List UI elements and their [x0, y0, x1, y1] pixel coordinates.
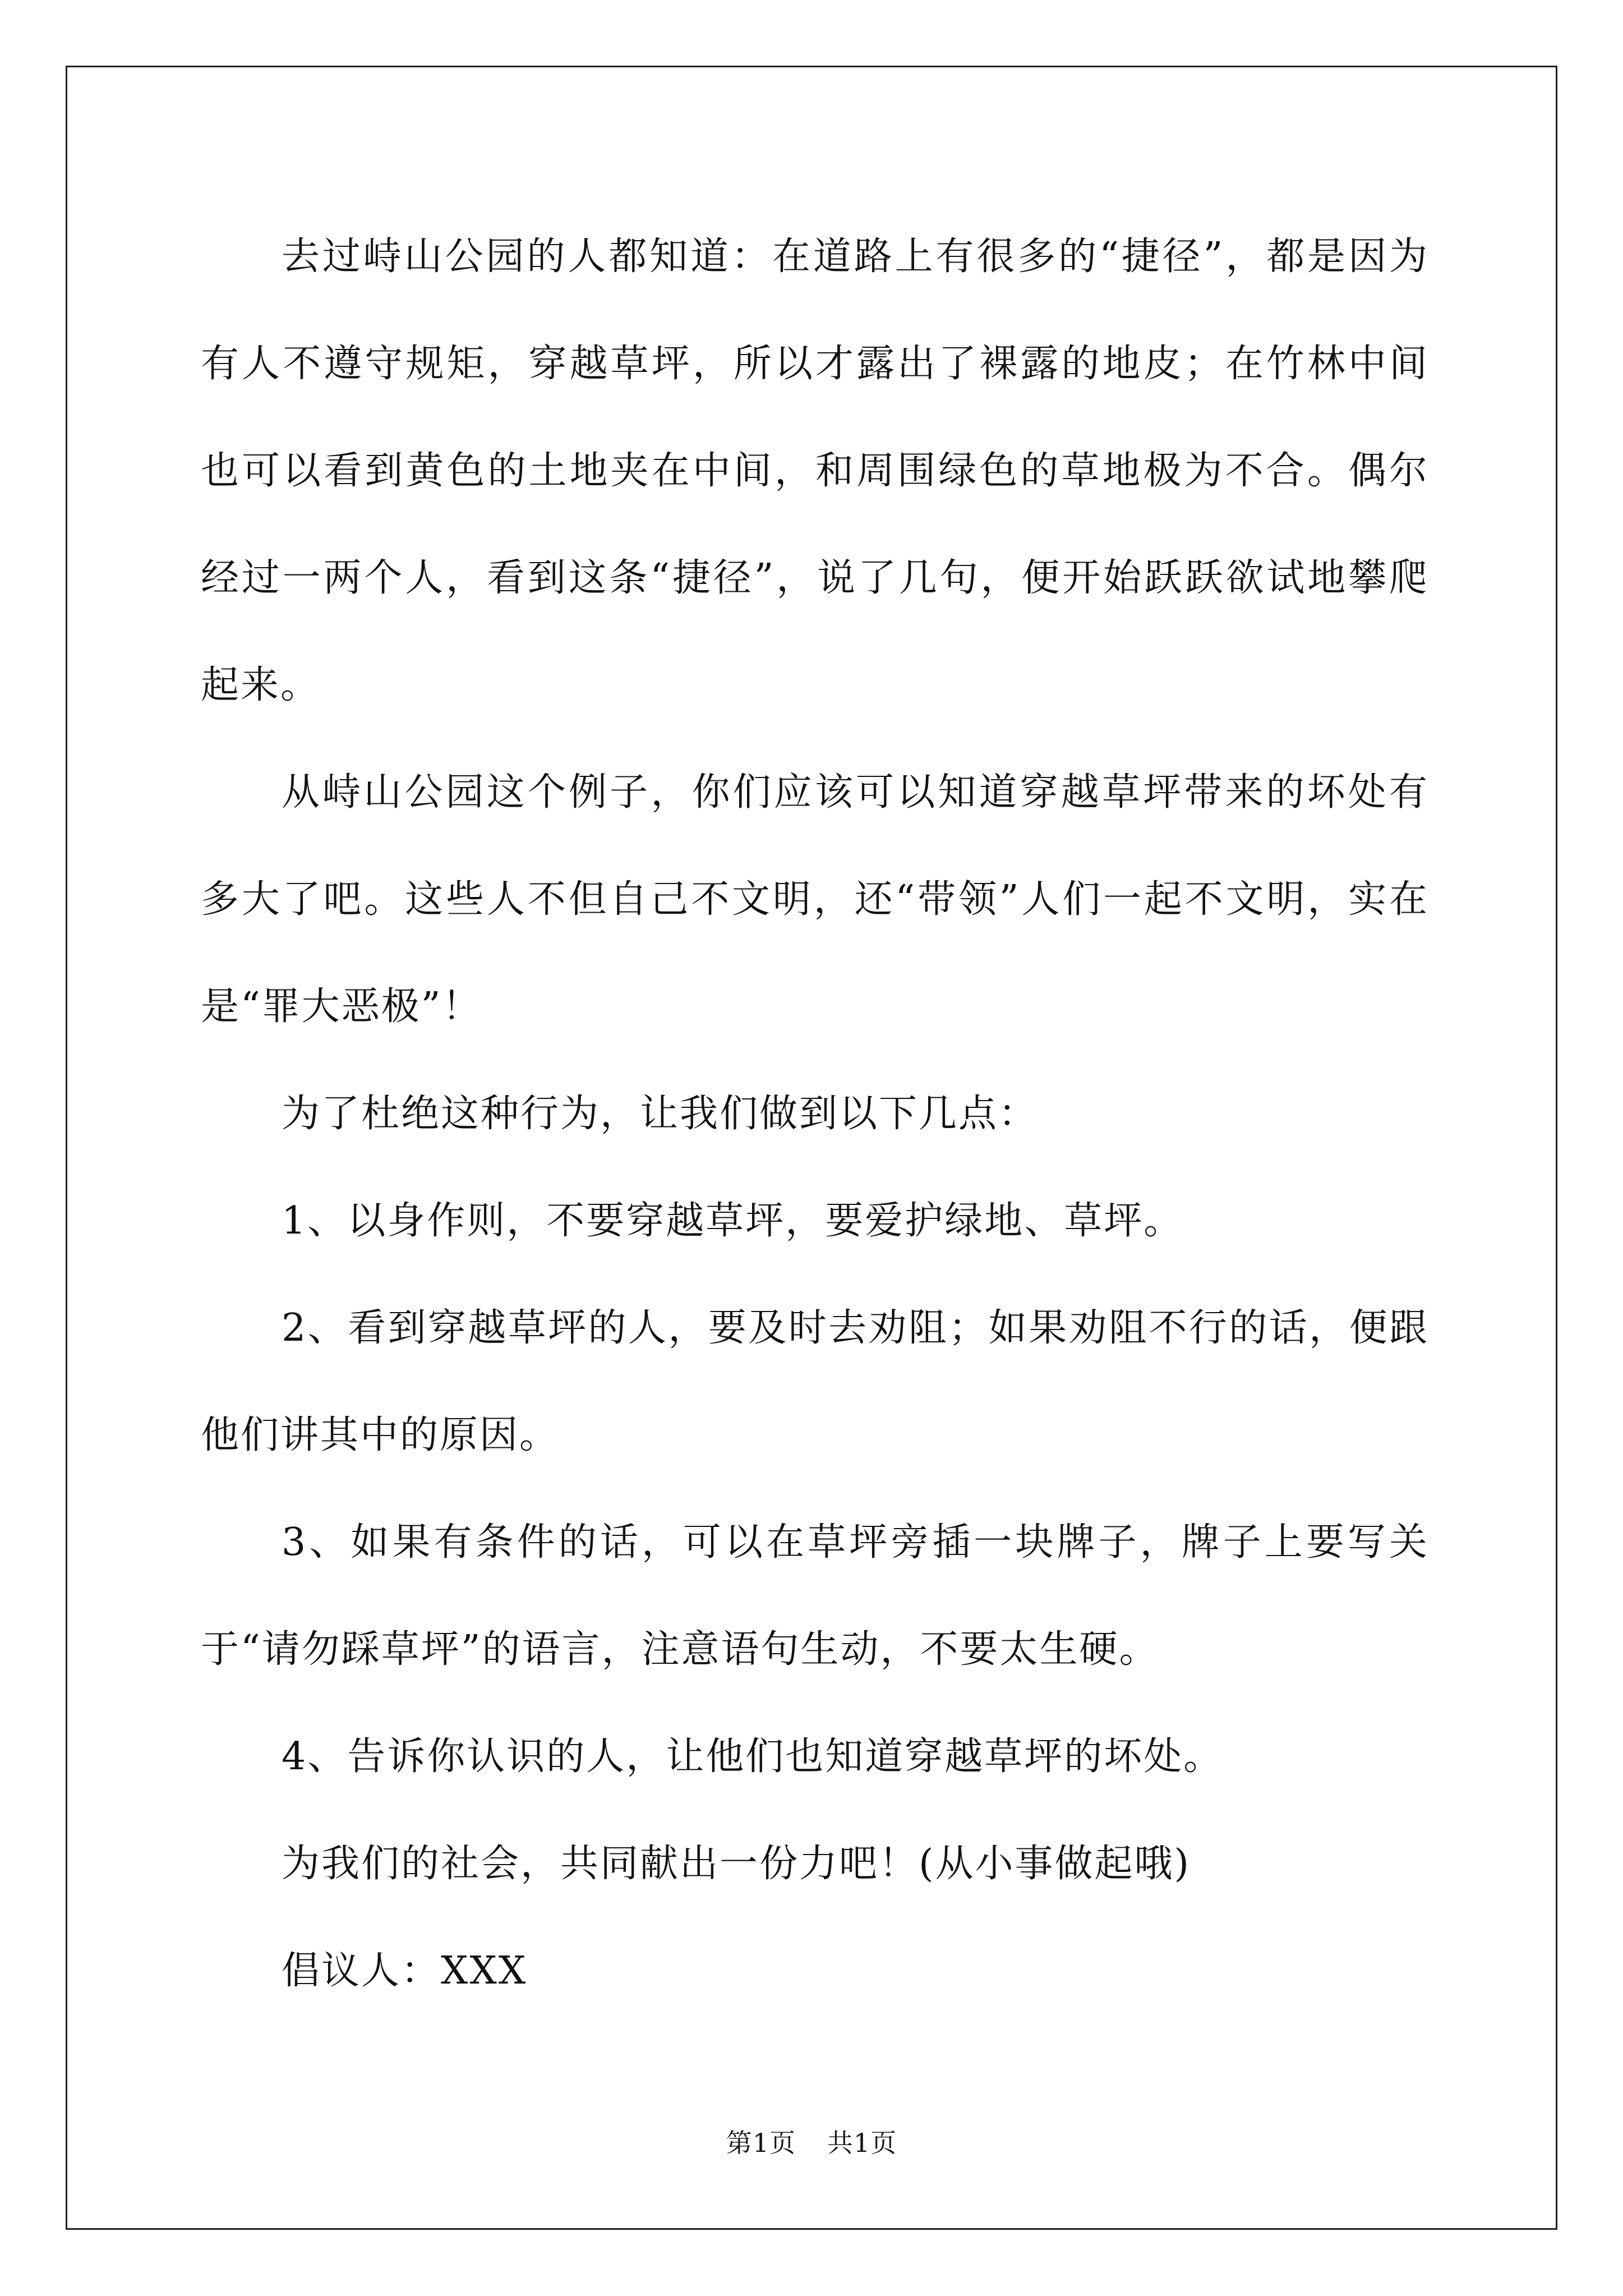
- page-number: 第1页: [726, 2128, 796, 2158]
- paragraph-example: 从峙山公园这个例子，你们应该可以知道穿越草坪带来的坏处有多大了吧。这些人不但自己不文明，还“带领”人们一起不文明，实在是“罪大恶极”！: [201, 770, 1429, 1029]
- paragraph-closing: 为我们的社会，共同献出一份力吧！(从小事做起哦): [282, 1842, 1191, 1886]
- paragraph-call-to-action: 为了杜绝这种行为，让我们做到以下几点：: [282, 1092, 1039, 1136]
- list-item-4: 4、告诉你认识的人，让他们也知道穿越草坪的坏处。: [282, 1734, 1224, 1779]
- page-total: 共1页: [827, 2128, 897, 2158]
- signature-line: 倡议人：XXX: [282, 1949, 528, 1993]
- list-item-3: 3、如果有条件的话，可以在草坪旁插一块牌子，牌子上要写关于“请勿踩草坪”的语言，注意语句生动，不要太生硬。: [201, 1520, 1429, 1672]
- list-item-1: 1、以身作则，不要穿越草坪，要爱护绿地、草坪。: [282, 1199, 1184, 1243]
- page-footer: [0, 2126, 1623, 2160]
- list-item-2: 2、看到穿越草坪的人，要及时去劝阻；如果劝阻不行的话，便跟他们讲其中的原因。: [201, 1306, 1429, 1457]
- document-body: [201, 203, 1429, 2024]
- paragraph-intro: 去过峙山公园的人都知道：在道路上有很多的“捷径”，都是因为有人不遵守规矩，穿越草坪，所以才露出了裸露的地皮；在竹林中间也可以看到黄色的土地夹在中间，和周围绿色的草地极为不合。偶尔经过一两个人，看到这条“捷径”，说了几句，便开始跃跃欲试地攀爬起来。: [201, 234, 1429, 707]
